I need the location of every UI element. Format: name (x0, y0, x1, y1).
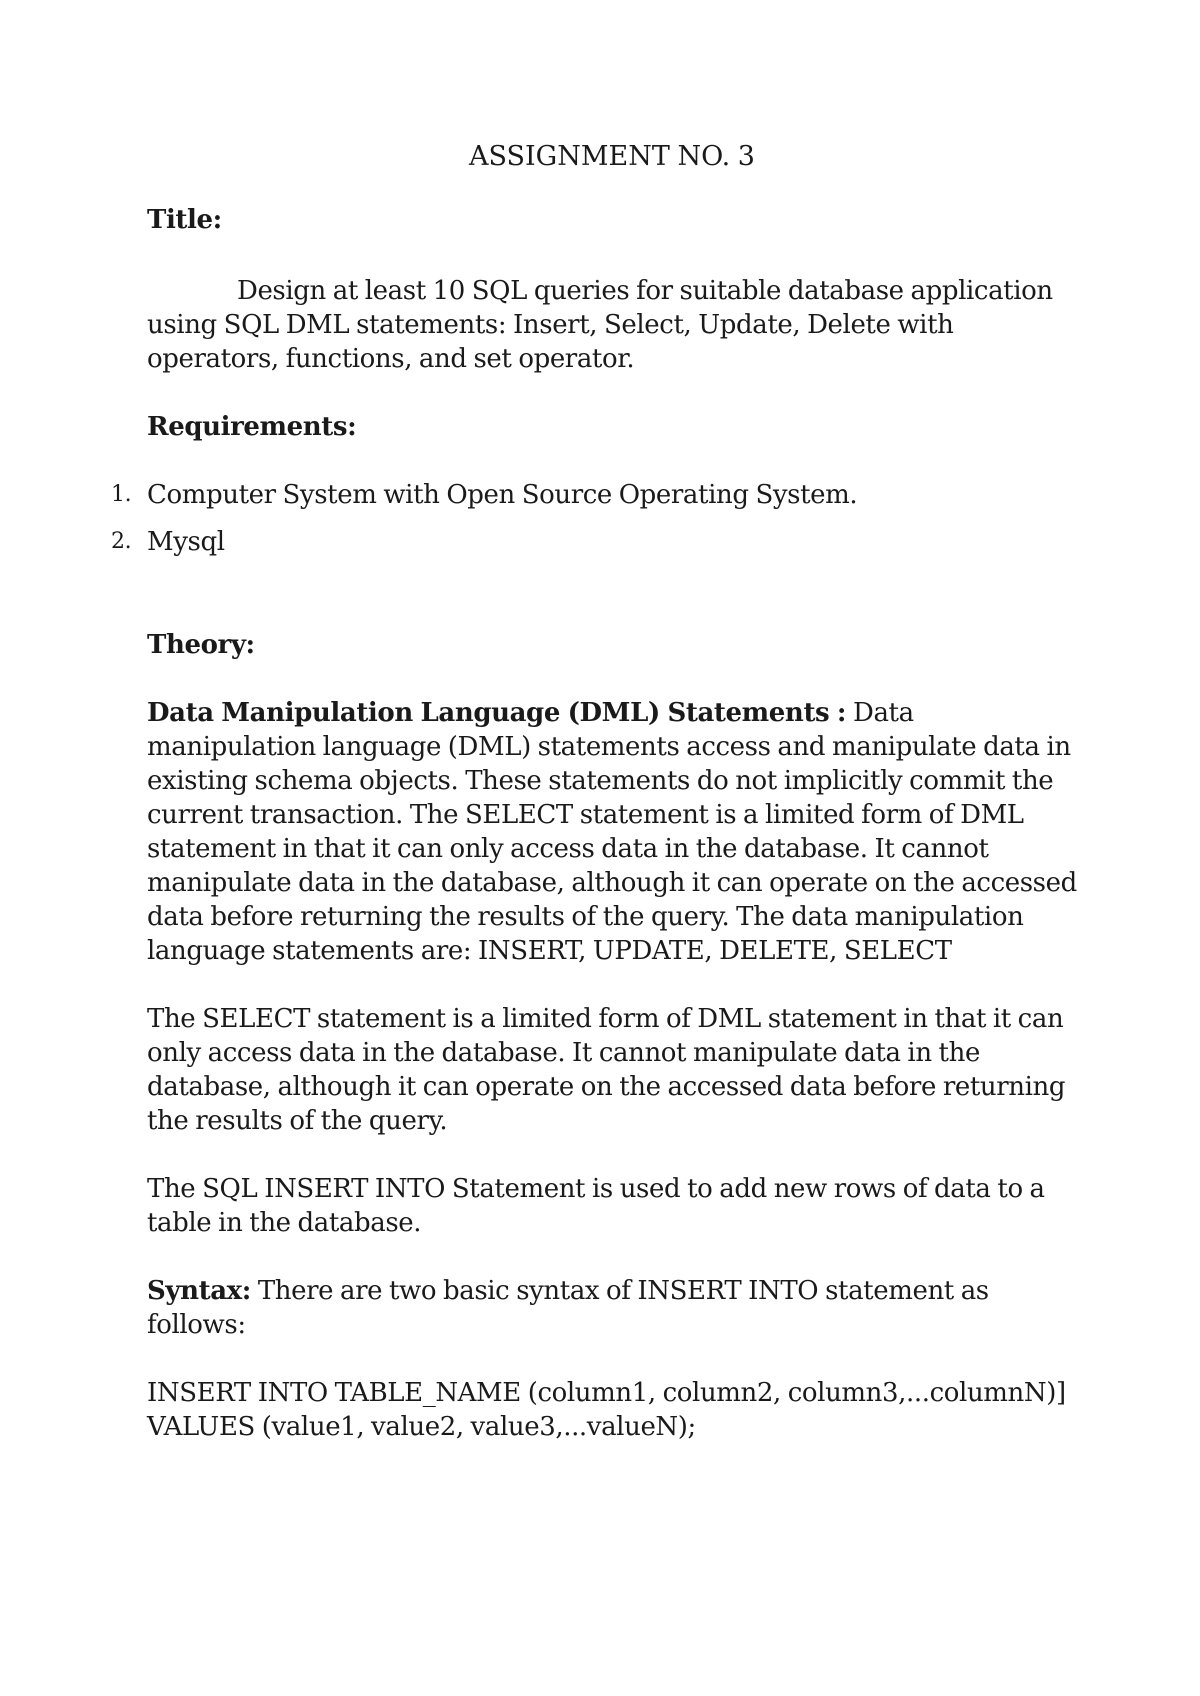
title-label: Title: (147, 205, 222, 235)
syntax-label: Syntax: (147, 1276, 251, 1306)
list-item (111, 525, 1077, 559)
dml-text: Data manipulation language (DML) statements access and manipulate data in existing schema objects. These statements do not implicitly commit the current transaction. The SELECT statement is a limited form of DML statement in that it can only access data in the database. It cannot manipulate data in the database, although it can operate on the accessed data before returning the results of the query. The data manipulation language statements are: INSERT, UPDATE, DELETE, SELECT (147, 698, 1077, 966)
list-item-number: 2. (111, 529, 132, 554)
dml-paragraph (147, 696, 1077, 968)
theory-label: Theory: (147, 630, 255, 660)
requirements-label: Requirements: (147, 412, 357, 442)
insert-paragraph: The SQL INSERT INTO Statement is used to add new rows of data to a table in the database. (147, 1174, 1045, 1238)
list-item-text: Mysql (147, 527, 225, 557)
title-text: Design at least 10 SQL queries for suitable database application using SQL DML statements: Insert, Select, Update, Delete with operators, functions, and set operator. (147, 276, 1053, 374)
syntax-text: There are two basic syntax of INSERT INTO statement as follows: (147, 1276, 989, 1340)
requirements-list (111, 478, 1077, 559)
syntax-paragraph (147, 1274, 1077, 1342)
list-item-number: 1. (111, 482, 132, 507)
select-paragraph: The SELECT statement is a limited form of DML statement in that it can only access data in the database. It cannot manipulate data in the database, although it can operate on the accessed data before returning the results of the query. (147, 1004, 1066, 1136)
syntax-code: INSERT INTO TABLE_NAME (column1, column2, column3,...columnN)] VALUES (value1, value2, value3,...valueN); (147, 1378, 1066, 1442)
document-body (111, 140, 1077, 1444)
list-item (111, 478, 1077, 512)
dml-label: Data Manipulation Language (DML) Statements : (147, 698, 847, 728)
list-item-text: Computer System with Open Source Operating System. (147, 480, 858, 510)
assignment-heading: ASSIGNMENT NO. 3 (469, 141, 755, 172)
